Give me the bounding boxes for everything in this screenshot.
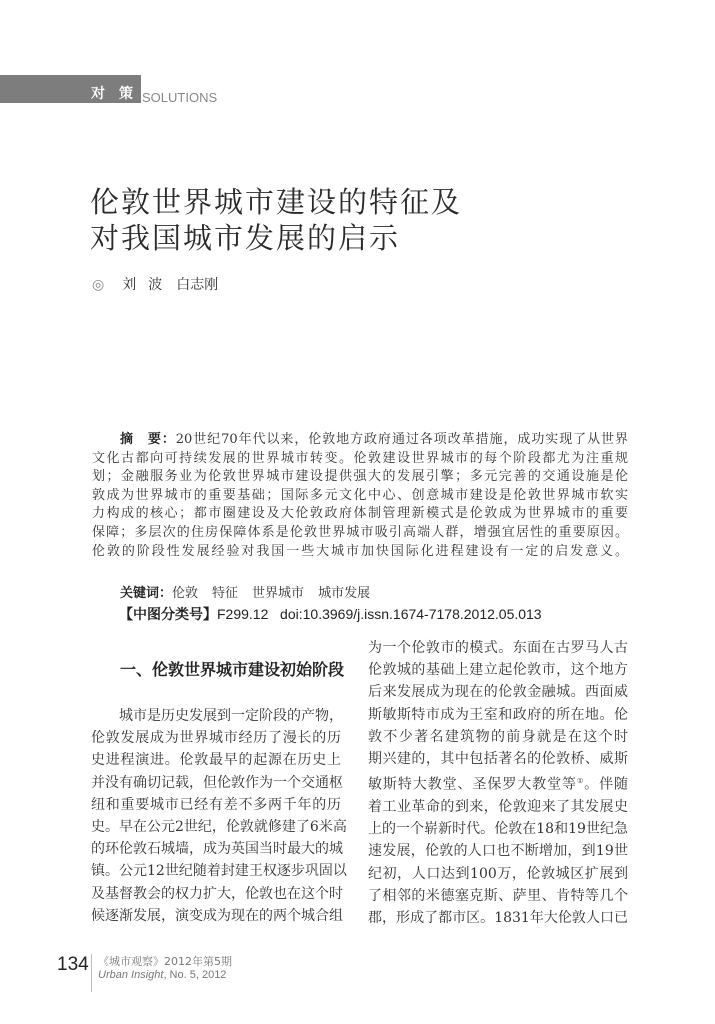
title-line: 伦敦世界城市建设的特征及	[90, 185, 463, 219]
text-line: 着工业革命的到来，伦敦迎来了其发展史	[368, 799, 628, 816]
text-line: 保障；多层次的住房保障体系是伦敦世界城市吸引高端人群，增强宜居性的重要原因。	[92, 524, 628, 540]
article-title	[90, 184, 462, 256]
text-line: 纪初，人口达到100万，伦敦城区扩展到	[368, 865, 628, 882]
keyword: 伦敦	[172, 586, 199, 601]
section-char: 策	[119, 86, 133, 102]
text-line: 伦敦的阶段性发展经验对我国一些大城市加快国际化进程建设有一定的启发意义。	[92, 543, 628, 559]
body-column-left	[91, 705, 347, 927]
keyword: 城市发展	[318, 586, 371, 601]
section-char: 对	[91, 86, 105, 102]
text-line: 上的一个崭新时代。伦敦在18和19世纪急	[368, 821, 628, 838]
section-heading: 一、伦敦世界城市建设初始阶段	[120, 660, 345, 679]
author-mark: ◎	[92, 277, 105, 293]
text-line: 并没有确切记载，但伦敦作为一个交通枢	[91, 774, 343, 791]
journal-name: Urban Insight	[98, 969, 164, 981]
text-line: 期兴建的，其中包括著名的伦敦桥、威斯	[368, 751, 628, 768]
class-label: 【中图分类号】	[119, 607, 217, 623]
classification-doi	[119, 604, 542, 624]
text-line: 为一个伦敦市的模式。东面在古罗马人古	[368, 640, 628, 656]
journal-cn: 《城市观察》2012年第5期	[98, 955, 232, 968]
journal-en	[98, 969, 226, 981]
abstract-text: 20世纪70年代以来，伦敦地方政府通过各项改革措施，成功实现了从世界	[175, 432, 628, 447]
text-line: 伦敦城的基础上建立起伦敦市，这个地方	[368, 662, 628, 679]
abstract	[92, 431, 628, 561]
keywords	[120, 582, 384, 601]
keywords-label: 关键词：	[120, 586, 173, 601]
text-line: 力构成的核心；都市圈建设及大伦敦政府体制管理新模式是伦敦成为世界城市的重要	[92, 506, 628, 522]
text-line: 郡，形成了都市区。1831年大伦敦人口已	[368, 910, 628, 927]
author: 刘波	[122, 277, 175, 293]
text-line: 候逐渐发展，演变成为现在的两个城合组	[91, 907, 343, 924]
text-line: 镇。公元12世纪随着封建王权逐步巩固以	[91, 863, 347, 880]
authors	[92, 274, 218, 294]
class-code: F299.12	[217, 606, 269, 622]
section-label-en: SOLUTIONS	[142, 90, 218, 105]
footer-divider	[91, 954, 92, 992]
text-line: 史。早在公元2世纪，伦敦就修建了6米高	[91, 819, 347, 836]
keyword: 特征	[212, 586, 239, 601]
text-line	[92, 431, 628, 450]
footnote-marker: ①	[576, 777, 585, 786]
text-line: 后来发展成为现在的伦敦金融城。西面威	[368, 684, 628, 701]
text-line: 及基督教会的权力扩大，伦敦也在这个时	[91, 885, 343, 902]
body-column-right	[368, 637, 628, 929]
journal-issue: , No. 5, 2012	[163, 969, 227, 981]
text-line: 敏斯特大教堂、圣保罗大教堂等①。伴随	[368, 776, 629, 793]
keyword: 世界城市	[252, 586, 305, 601]
doi: doi:10.3969/j.issn.1674-7178.2012.05.013	[280, 606, 542, 622]
text-line: 划；金融服务业为伦敦世界城市建设提供强大的发展引擎；多元完善的交通设施是伦	[92, 469, 628, 485]
text-line: 史进程演进。伦敦最早的起源在历史上	[91, 752, 341, 769]
section-label-cn	[91, 83, 133, 103]
page-number: 134	[57, 954, 89, 975]
text-line: 城市是历史发展到一定阶段的产物，	[119, 708, 343, 724]
author: 白志刚	[176, 277, 219, 293]
text-line: 速发展，伦敦的人口也不断增加，到19世	[368, 843, 628, 860]
abstract-label: 摘 要：	[120, 432, 176, 447]
text-line: 了相邻的米德塞克斯、萨里、肯特等几个	[368, 887, 628, 904]
text-line: 敦成为世界城市的重要基础；国际多元文化中心、创意城市建设是伦敦世界城市软实	[92, 487, 628, 503]
title-line: 对我国城市发展的启示	[90, 221, 401, 255]
text-line: 伦敦发展成为世界城市经历了漫长的历	[91, 730, 341, 747]
text-line: 的环伦敦石城墙，成为英国当时最大的城	[91, 841, 343, 858]
text-line: 斯敏斯特市成为王室和政府的所在地。伦	[368, 706, 628, 723]
text-line: 敦不少著名建筑物的前身就是在这个时	[368, 728, 628, 745]
text-line: 文化古都向可持续发展的世界城市转变。伦敦建设世界城市的每个阶段都尤为注重规	[92, 450, 628, 466]
text-line: 纽和重要城市已经有差不多两千年的历	[91, 796, 341, 813]
